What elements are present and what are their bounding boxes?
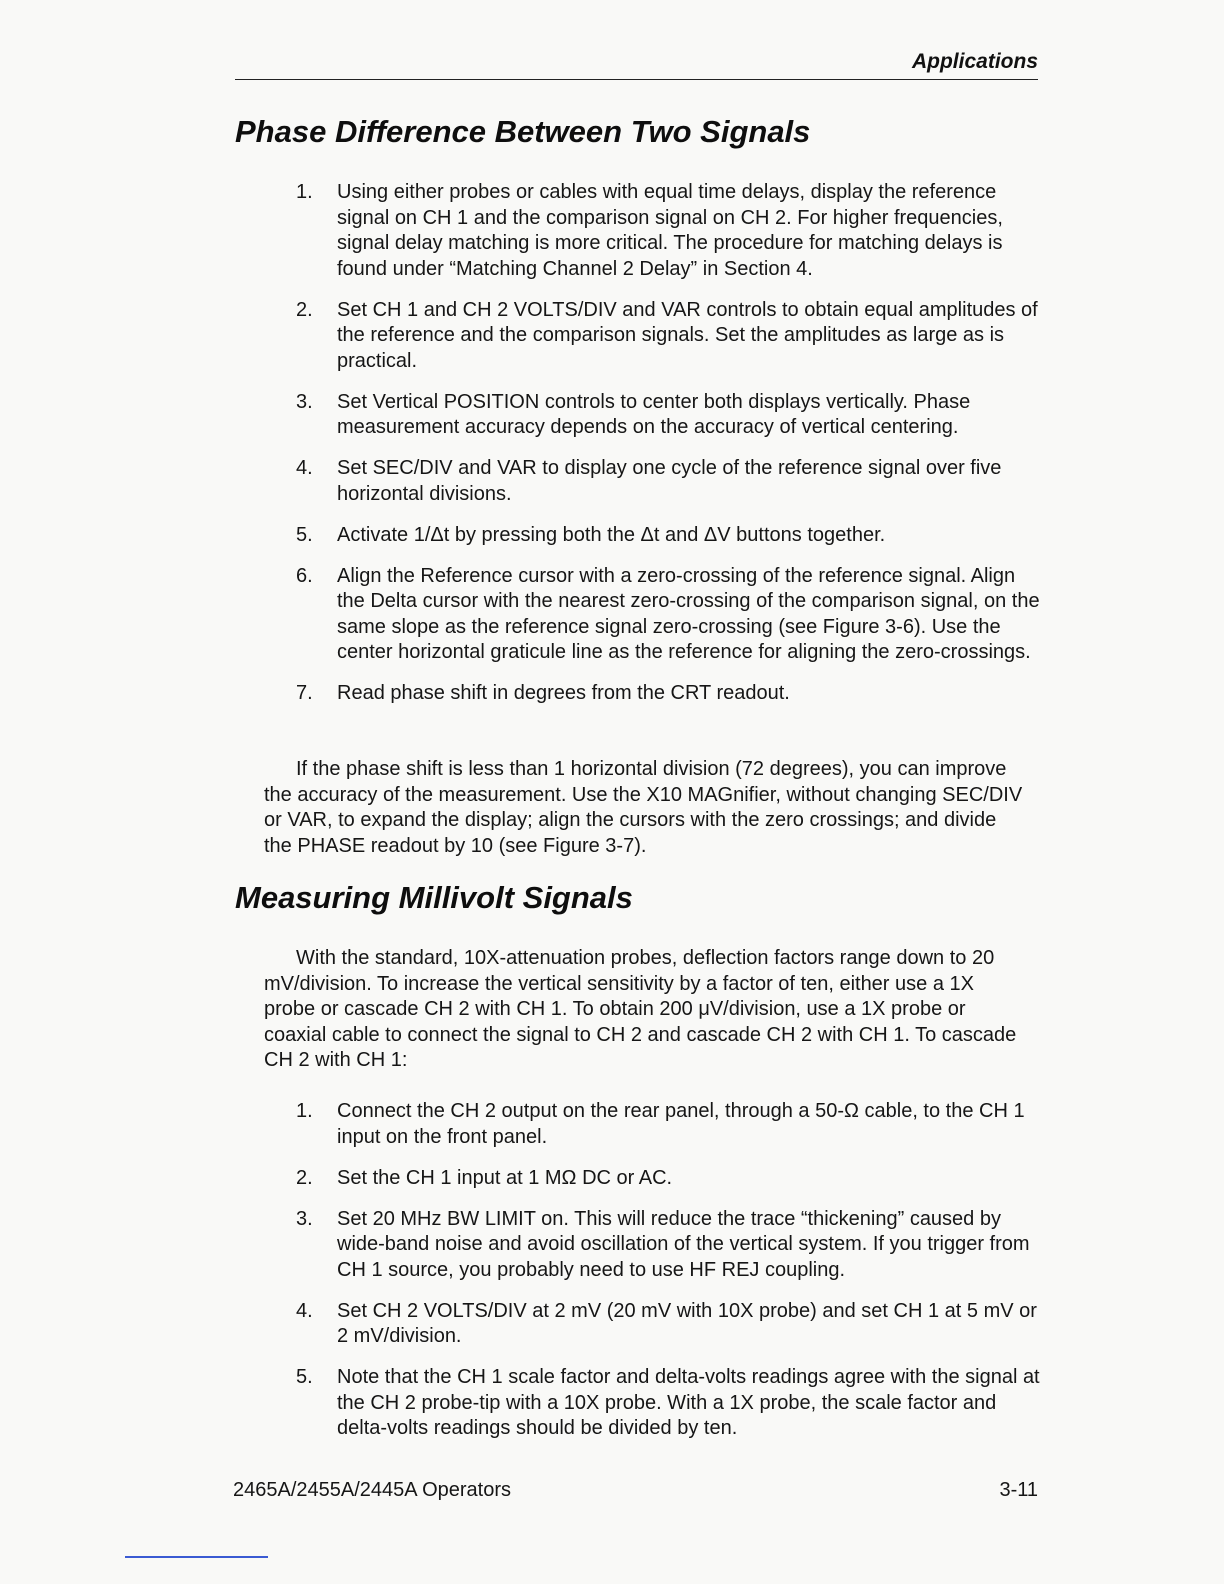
step-text: Connect the CH 2 output on the rear panel, through a 50-Ω cable, to the CH 1 input on the front panel. — [337, 1100, 1025, 1148]
step-text: Set CH 1 and CH 2 VOLTS/DIV and VAR controls to obtain equal amplitudes of the reference and the comparison signals. Set the amplitudes as large as is practical. — [337, 298, 1038, 372]
step-number: 1. — [296, 1100, 313, 1122]
step-text: Set SEC/DIV and VAR to display one cycle of the reference signal over five horizontal divisions. — [337, 457, 1002, 505]
list-item — [296, 564, 1041, 666]
header-rule — [235, 79, 1038, 80]
list-item — [296, 456, 1041, 507]
step-number: 5. — [296, 1366, 313, 1388]
phase-accuracy-paragraph: If the phase shift is less than 1 horizontal division (72 degrees), you can improve the accuracy of the measurement. Use the X10 MAGnifier, without changing SEC/DIV or VAR, to expand the display; align the cursors with the zero crossings; and divide the PHASE readout by 10 (see Figure 3-7). — [264, 758, 1023, 857]
list-item — [296, 180, 1041, 282]
step-number: 4. — [296, 1299, 313, 1322]
footer-page-number: 3-11 — [999, 1479, 1038, 1501]
millivolt-intro-paragraph: With the standard, 10X-attenuation probes, deflection factors range down to 20 mV/division. To increase the vertical sensitivity by a factor of ten, either use a 1X probe or cascade CH 2 with CH 1. To obtain 200 μV/division, use a 1X probe or coaxial cable to connect the signal to CH 2 and cascade CH 2 with CH 1. To cascade CH 2 with CH 1: — [264, 947, 1017, 1071]
step-text: Note that the CH 1 scale factor and delta-volts readings agree with the signal at the CH 2 probe-tip with a 10X probe. With a 1X probe, the scale factor and delta-volts readings should be divided by ten. — [337, 1366, 1040, 1439]
list-item — [296, 523, 1041, 549]
step-number: 5. — [296, 523, 313, 546]
footer-manual-title: 2465A/2455A/2445A Operators — [233, 1479, 511, 1501]
list-item — [296, 1299, 1041, 1350]
step-number: 7. — [296, 682, 313, 704]
step-text: Align the Reference cursor with a zero-crossing of the reference signal. Align the Delta cursor with the nearest zero-crossing of the comparison signal, on the same slope as the reference signal zero-crossing (see Figure 3-6). Use the center horizontal graticule line as the reference for aligning the zero-crossings. — [337, 564, 1040, 663]
running-header: Applications — [911, 50, 1038, 73]
step-text: Set Vertical POSITION controls to center both displays vertically. Phase measurement accuracy depends on the accuracy of vertical centering. — [337, 390, 971, 438]
step-text: Activate 1/Δt by pressing both the Δt and ΔV buttons together. — [337, 523, 886, 546]
list-item — [296, 298, 1041, 375]
step-number: 2. — [296, 1166, 313, 1189]
list-item — [296, 1099, 1041, 1150]
scan-artifact-line — [125, 1556, 268, 1558]
list-item — [296, 390, 1041, 441]
step-number: 6. — [296, 564, 313, 587]
section-title-phase-difference: Phase Difference Between Two Signals — [235, 114, 811, 149]
phase-steps-list — [296, 180, 1041, 722]
step-number: 3. — [296, 1207, 313, 1230]
step-text: Using either probes or cables with equal time delays, display the reference signal on CH 1 and the comparison signal on CH 2. For higher frequencies, signal delay matching is more critical. The procedure for matching delays is found under “Matching Channel 2 Delay” in Section 4. — [337, 181, 1003, 280]
step-number: 1. — [296, 181, 313, 203]
list-item — [296, 1166, 1041, 1192]
step-text: Set the CH 1 input at 1 MΩ DC or AC. — [337, 1166, 673, 1189]
step-text: Read phase shift in degrees from the CRT readout. — [337, 682, 790, 704]
step-text: Set CH 2 VOLTS/DIV at 2 mV (20 mV with 10X probe) and set CH 1 at 5 mV or 2 mV/division. — [337, 1299, 1037, 1347]
step-number: 4. — [296, 457, 313, 479]
list-item — [296, 681, 1041, 707]
list-item — [296, 1207, 1041, 1284]
list-item — [296, 1365, 1041, 1442]
step-text: Set 20 MHz BW LIMIT on. This will reduce the trace “thickening” caused by wide-band noise and avoid oscillation of the vertical system. If you trigger from CH 1 source, you probably need to use HF REJ coupling. — [337, 1207, 1030, 1281]
step-number: 2. — [296, 298, 313, 321]
step-number: 3. — [296, 390, 313, 413]
section-title-millivolt-signals: Measuring Millivolt Signals — [235, 880, 633, 915]
millivolt-steps-list — [296, 1099, 1041, 1457]
